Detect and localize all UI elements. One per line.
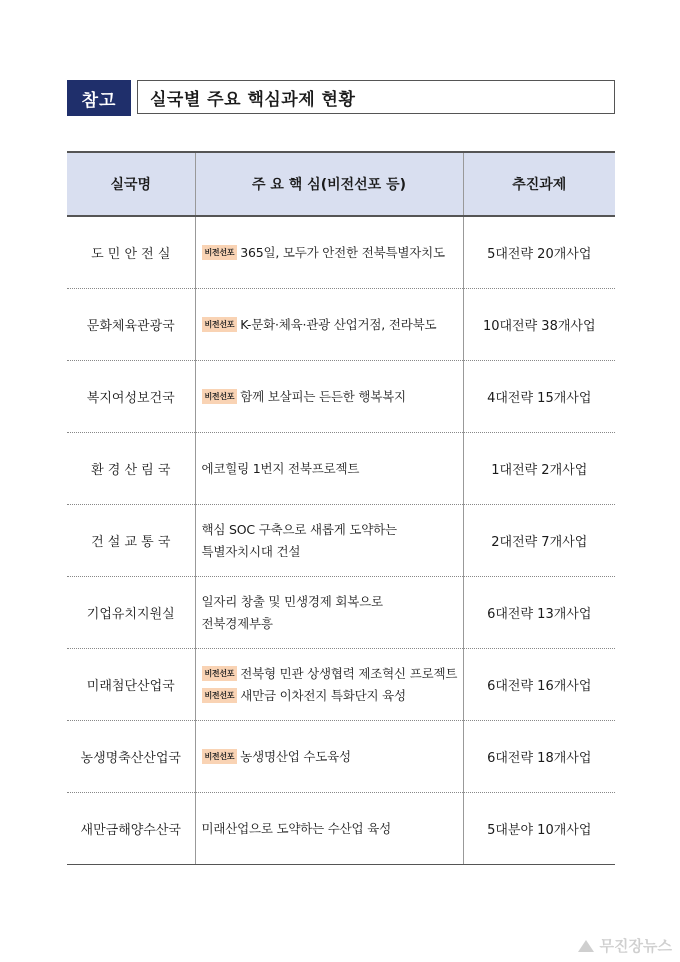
task-count: 4대전략 15개사업 bbox=[463, 361, 615, 433]
dept-name: 도 민 안 전 실 bbox=[67, 216, 195, 289]
core-line bbox=[202, 541, 459, 563]
core-line bbox=[202, 746, 459, 768]
core-cell bbox=[195, 721, 463, 793]
core-cell bbox=[195, 505, 463, 577]
core-text: 전북경제부흥 bbox=[201, 615, 273, 631]
page-title: 실국별 주요 핵심과제 현황 bbox=[137, 80, 615, 114]
task-count: 5대분야 10개사업 bbox=[463, 793, 615, 865]
core-line bbox=[202, 458, 459, 480]
table-row bbox=[67, 433, 615, 505]
core-text: 일자리 창출 및 민생경제 회복으로 bbox=[201, 593, 383, 609]
core-tasks-table bbox=[67, 151, 615, 865]
core-cell bbox=[195, 216, 463, 289]
core-cell bbox=[195, 577, 463, 649]
task-count: 6대전략 13개사업 bbox=[463, 577, 615, 649]
vision-badge: 비전선포 bbox=[202, 688, 238, 703]
vision-badge: 비전선포 bbox=[202, 666, 238, 681]
core-text: 새만금 이차전지 특화단지 육성 bbox=[240, 687, 406, 703]
dept-name: 미래첨단산업국 bbox=[67, 649, 195, 721]
core-line bbox=[202, 685, 459, 707]
table-row bbox=[67, 289, 615, 361]
header-core: 주 요 핵 심(비전선포 등) bbox=[195, 152, 463, 216]
core-cell bbox=[195, 289, 463, 361]
task-count: 6대전략 16개사업 bbox=[463, 649, 615, 721]
core-line bbox=[202, 613, 459, 635]
dept-name: 복지여성보건국 bbox=[67, 361, 195, 433]
reference-tag: 참고 bbox=[67, 80, 131, 116]
vision-badge: 비전선포 bbox=[202, 749, 238, 764]
core-line bbox=[202, 242, 459, 264]
core-cell bbox=[195, 361, 463, 433]
task-count: 6대전략 18개사업 bbox=[463, 721, 615, 793]
table-body bbox=[67, 216, 615, 865]
core-text: 365일, 모두가 안전한 전북특별자치도 bbox=[240, 244, 445, 260]
core-line bbox=[202, 386, 459, 408]
core-text: 핵심 SOC 구축으로 새롭게 도약하는 bbox=[201, 521, 397, 537]
core-text: 미래산업으로 도약하는 수산업 육성 bbox=[201, 820, 391, 836]
watermark bbox=[576, 935, 672, 956]
mountain-logo-icon bbox=[576, 939, 596, 953]
title-bar bbox=[67, 80, 615, 116]
core-text: 함께 보살피는 든든한 행복복지 bbox=[240, 388, 406, 404]
vision-badge: 비전선포 bbox=[202, 245, 238, 260]
table-header-row bbox=[67, 152, 615, 216]
table-row bbox=[67, 505, 615, 577]
vision-badge: 비전선포 bbox=[202, 317, 238, 332]
header-tasks: 추진과제 bbox=[463, 152, 615, 216]
table-row bbox=[67, 649, 615, 721]
table-row bbox=[67, 577, 615, 649]
dept-name: 농생명축산산업국 bbox=[67, 721, 195, 793]
core-cell bbox=[195, 433, 463, 505]
core-cell bbox=[195, 649, 463, 721]
core-line bbox=[202, 519, 459, 541]
table-row bbox=[67, 361, 615, 433]
dept-name: 건 설 교 통 국 bbox=[67, 505, 195, 577]
dept-name: 기업유치지원실 bbox=[67, 577, 195, 649]
task-count: 5대전략 20개사업 bbox=[463, 216, 615, 289]
header-dept: 실국명 bbox=[67, 152, 195, 216]
table-row bbox=[67, 793, 615, 865]
vision-badge: 비전선포 bbox=[202, 389, 238, 404]
core-text: 전북형 민관 상생협력 제조혁신 프로젝트 bbox=[240, 665, 458, 681]
core-text: 특별자치시대 건설 bbox=[201, 543, 301, 559]
core-cell bbox=[195, 793, 463, 865]
core-text: 농생명산업 수도육성 bbox=[240, 748, 351, 764]
table-row bbox=[67, 216, 615, 289]
dept-name: 새만금해양수산국 bbox=[67, 793, 195, 865]
core-line bbox=[202, 663, 459, 685]
task-count: 1대전략 2개사업 bbox=[463, 433, 615, 505]
core-text: 에코힐링 1번지 전북프로젝트 bbox=[201, 460, 360, 476]
core-line bbox=[202, 591, 459, 613]
watermark-text: 무진장뉴스 bbox=[599, 937, 672, 955]
task-count: 10대전략 38개사업 bbox=[463, 289, 615, 361]
table-row bbox=[67, 721, 615, 793]
dept-name: 환 경 산 림 국 bbox=[67, 433, 195, 505]
dept-name: 문화체육관광국 bbox=[67, 289, 195, 361]
task-count: 2대전략 7개사업 bbox=[463, 505, 615, 577]
core-line bbox=[202, 818, 459, 840]
core-line bbox=[202, 314, 459, 336]
core-text: K-문화·체육·관광 산업거점, 전라북도 bbox=[240, 316, 437, 332]
